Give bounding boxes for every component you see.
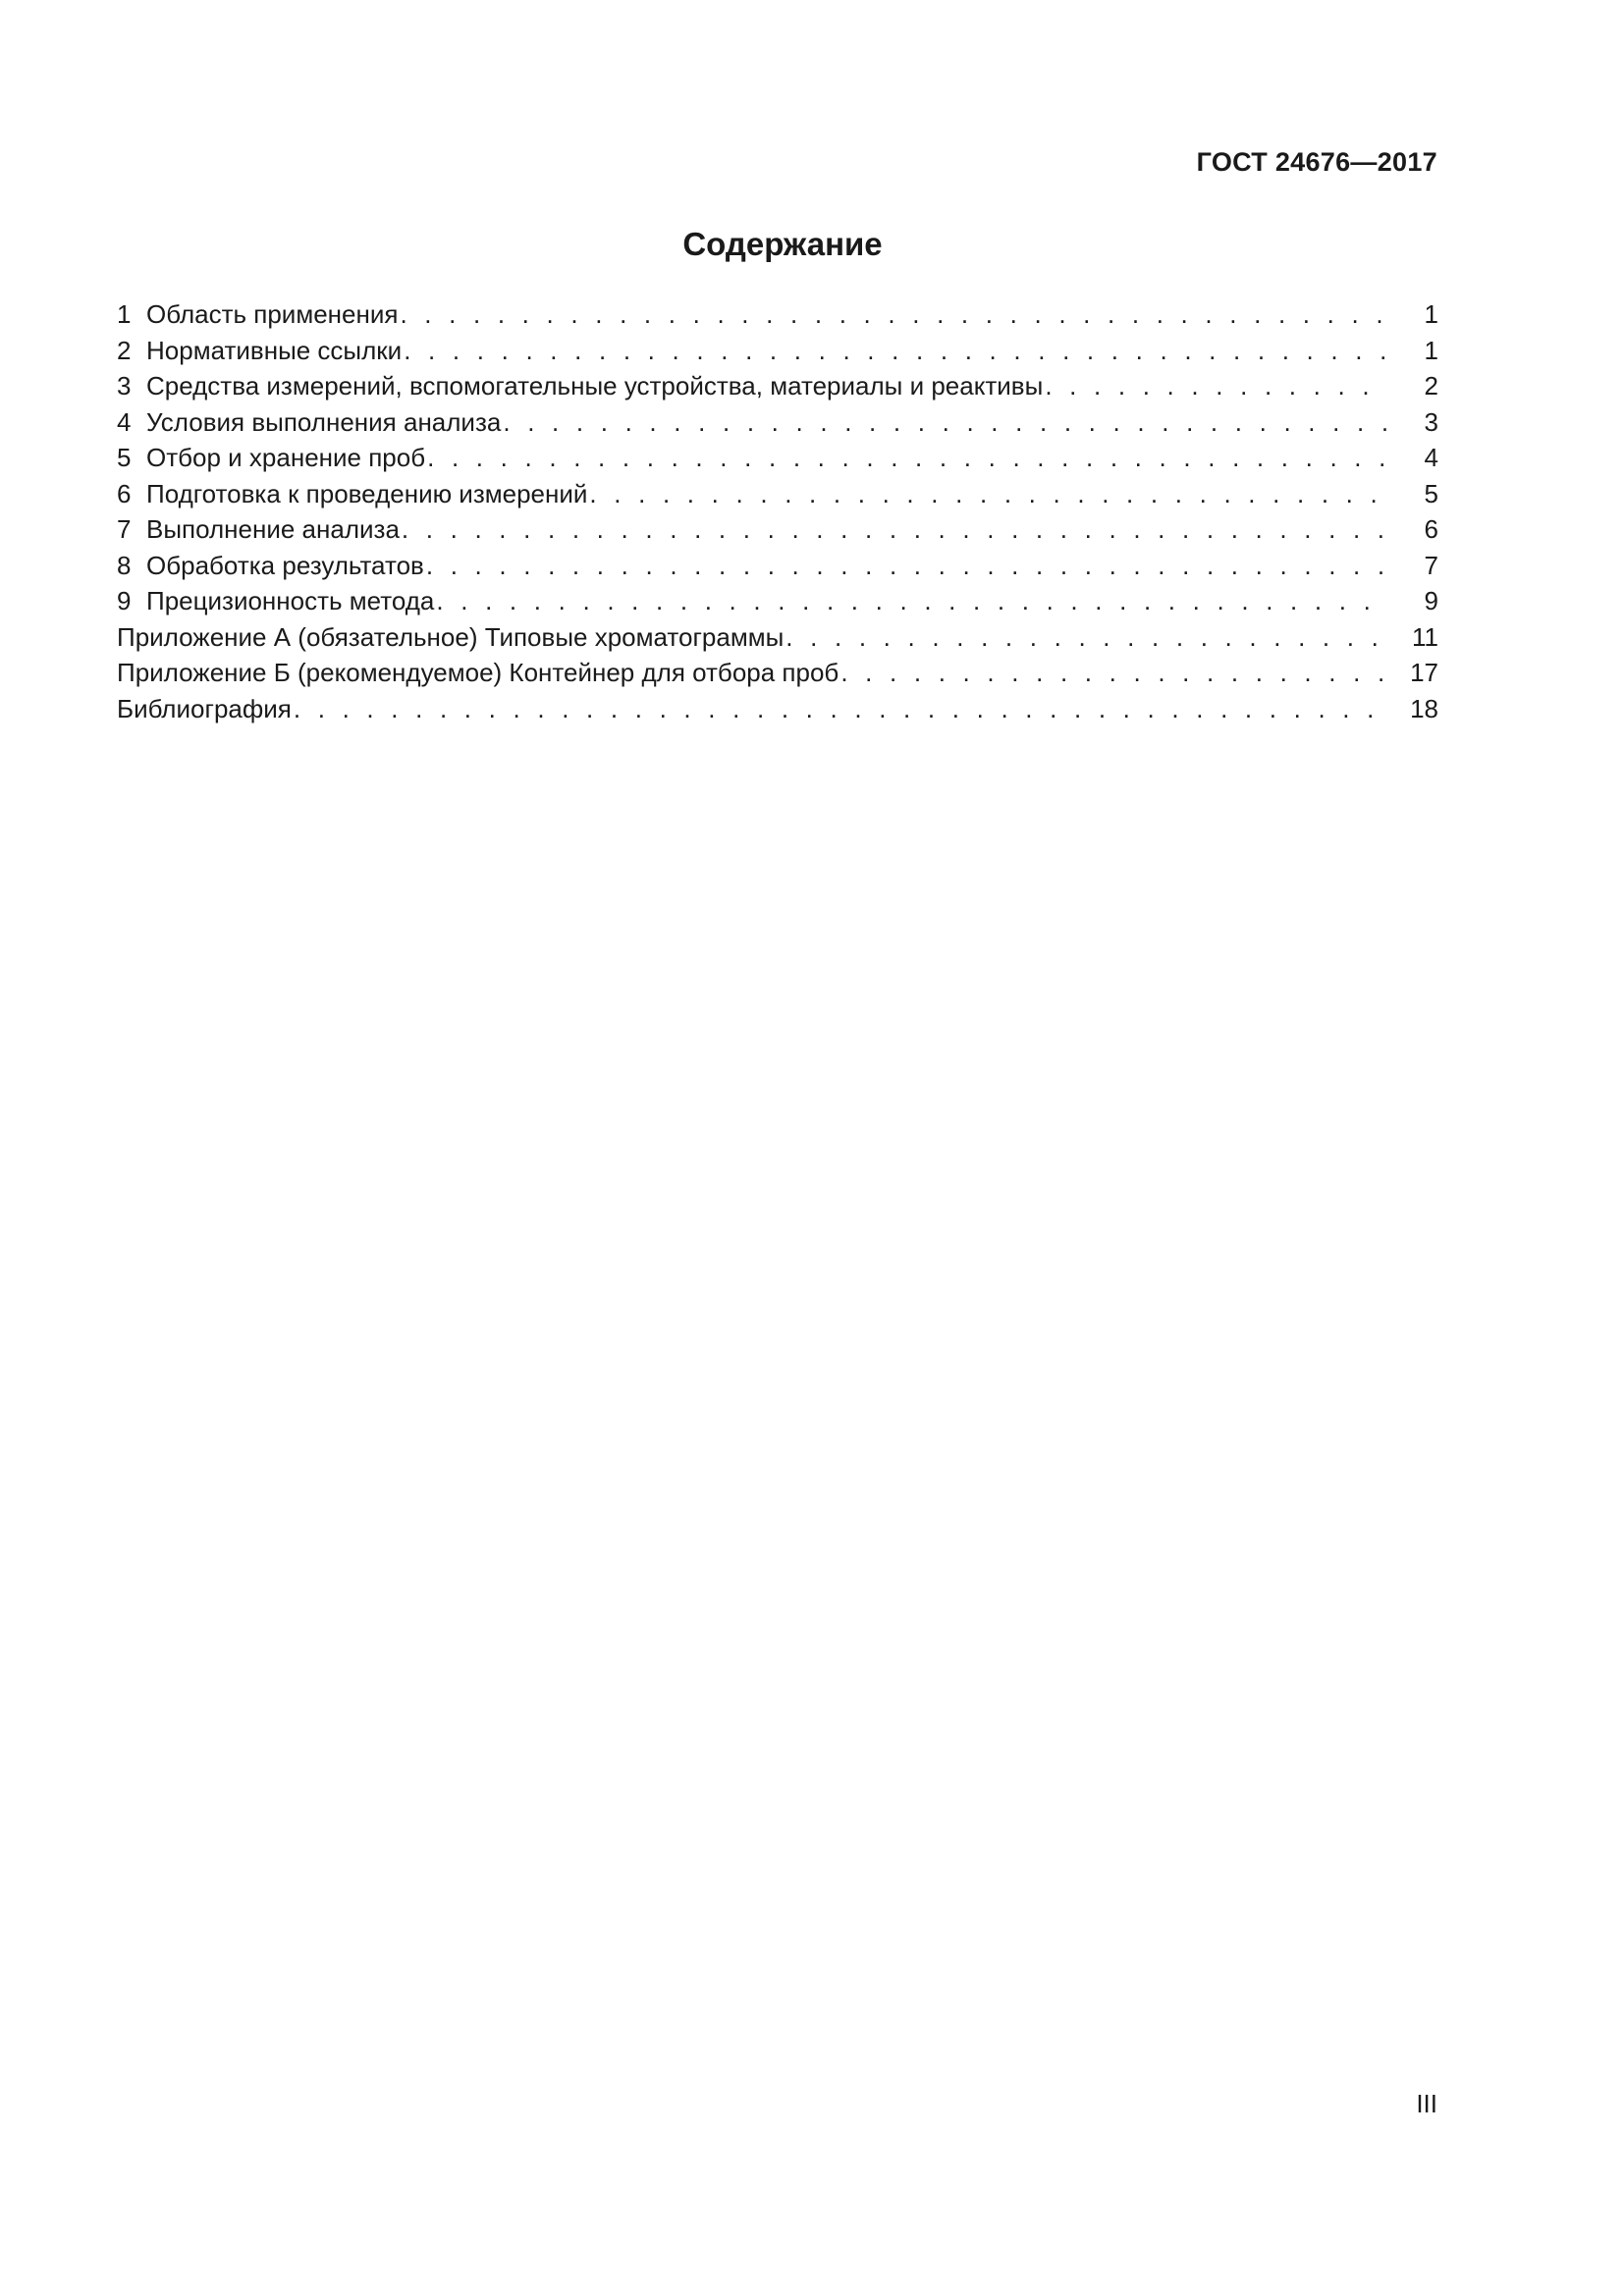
document-code: ГОСТ 24676—2017 bbox=[1196, 147, 1437, 177]
dot-leader bbox=[1045, 368, 1387, 404]
toc-entry-title: Библиография bbox=[117, 693, 292, 723]
toc-entry-number: 3 bbox=[117, 371, 132, 400]
toc-entry-page: 9 bbox=[1424, 586, 1438, 615]
dot-leader bbox=[840, 655, 1387, 691]
dot-leader bbox=[426, 548, 1387, 584]
dot-leader bbox=[400, 296, 1387, 333]
toc-entry-title: Условия выполнения анализа bbox=[146, 406, 502, 437]
toc-entry-number: 1 bbox=[117, 299, 132, 329]
toc-entry-title: Выполнение анализа bbox=[146, 514, 400, 544]
toc-entry-bibliography[interactable] bbox=[117, 691, 1438, 727]
toc-entry-8[interactable] bbox=[117, 548, 1438, 584]
toc-entry-3[interactable] bbox=[117, 368, 1438, 404]
toc-entry-number: 8 bbox=[117, 550, 132, 580]
toc-entry-page: 6 bbox=[1424, 514, 1438, 544]
toc-entry-appendix-b[interactable] bbox=[117, 655, 1438, 691]
toc-entry-page: 1 bbox=[1424, 335, 1438, 365]
toc-entry-2[interactable] bbox=[117, 333, 1438, 369]
page-number: III bbox=[1416, 2089, 1437, 2118]
dot-leader bbox=[402, 511, 1387, 548]
toc-entry-title: Подготовка к проведению измерений bbox=[146, 478, 588, 508]
toc-entry-appendix-a[interactable] bbox=[117, 619, 1438, 656]
toc-entry-7[interactable] bbox=[117, 511, 1438, 548]
dot-leader bbox=[503, 404, 1387, 441]
toc-entry-number: 2 bbox=[117, 335, 132, 365]
toc-entry-number: 9 bbox=[117, 586, 132, 615]
toc-entry-page: 18 bbox=[1410, 693, 1438, 723]
toc-entry-title: Приложение Б (рекомендуемое) Контейнер для отбора проб bbox=[117, 658, 839, 687]
toc-entry-page: 11 bbox=[1412, 621, 1438, 652]
toc-entry-title: Прецизионность метода bbox=[146, 586, 435, 615]
dot-leader bbox=[589, 476, 1387, 512]
toc-entry-number: 5 bbox=[117, 443, 132, 472]
toc-entry-title: Нормативные ссылки bbox=[146, 335, 403, 365]
toc-entry-5[interactable] bbox=[117, 440, 1438, 476]
toc-entry-title: Область применения bbox=[146, 299, 399, 329]
toc-entry-page: 1 bbox=[1424, 299, 1438, 329]
toc-entry-title: Обработка результатов bbox=[146, 550, 424, 580]
page-title: Содержание bbox=[682, 226, 883, 262]
toc-entry-page: 17 bbox=[1410, 658, 1438, 687]
toc-entry-title: Приложение А (обязательное) Типовые хроматограммы bbox=[117, 621, 785, 652]
toc-entry-page: 3 bbox=[1424, 406, 1438, 437]
toc-entry-page: 7 bbox=[1424, 550, 1438, 580]
toc-entry-title: Отбор и хранение проб bbox=[146, 443, 426, 472]
dot-leader bbox=[294, 691, 1387, 727]
dot-leader bbox=[427, 440, 1387, 476]
toc-entry-page: 5 bbox=[1424, 478, 1438, 508]
dot-leader bbox=[404, 333, 1387, 369]
table-of-contents bbox=[117, 296, 1438, 726]
toc-entry-4[interactable] bbox=[117, 404, 1438, 441]
toc-entry-9[interactable] bbox=[117, 583, 1438, 619]
toc-entry-1[interactable] bbox=[117, 296, 1438, 333]
toc-entry-number: 7 bbox=[117, 514, 132, 544]
dot-leader bbox=[436, 583, 1387, 619]
toc-entry-number: 4 bbox=[117, 406, 132, 437]
toc-entry-6[interactable] bbox=[117, 476, 1438, 512]
toc-entry-number: 6 bbox=[117, 478, 132, 508]
toc-entry-page: 2 bbox=[1424, 371, 1438, 400]
toc-entry-page: 4 bbox=[1424, 443, 1438, 472]
dot-leader bbox=[785, 619, 1387, 656]
toc-entry-title: Средства измерений, вспомогательные устройства, материалы и реактивы bbox=[146, 371, 1044, 400]
